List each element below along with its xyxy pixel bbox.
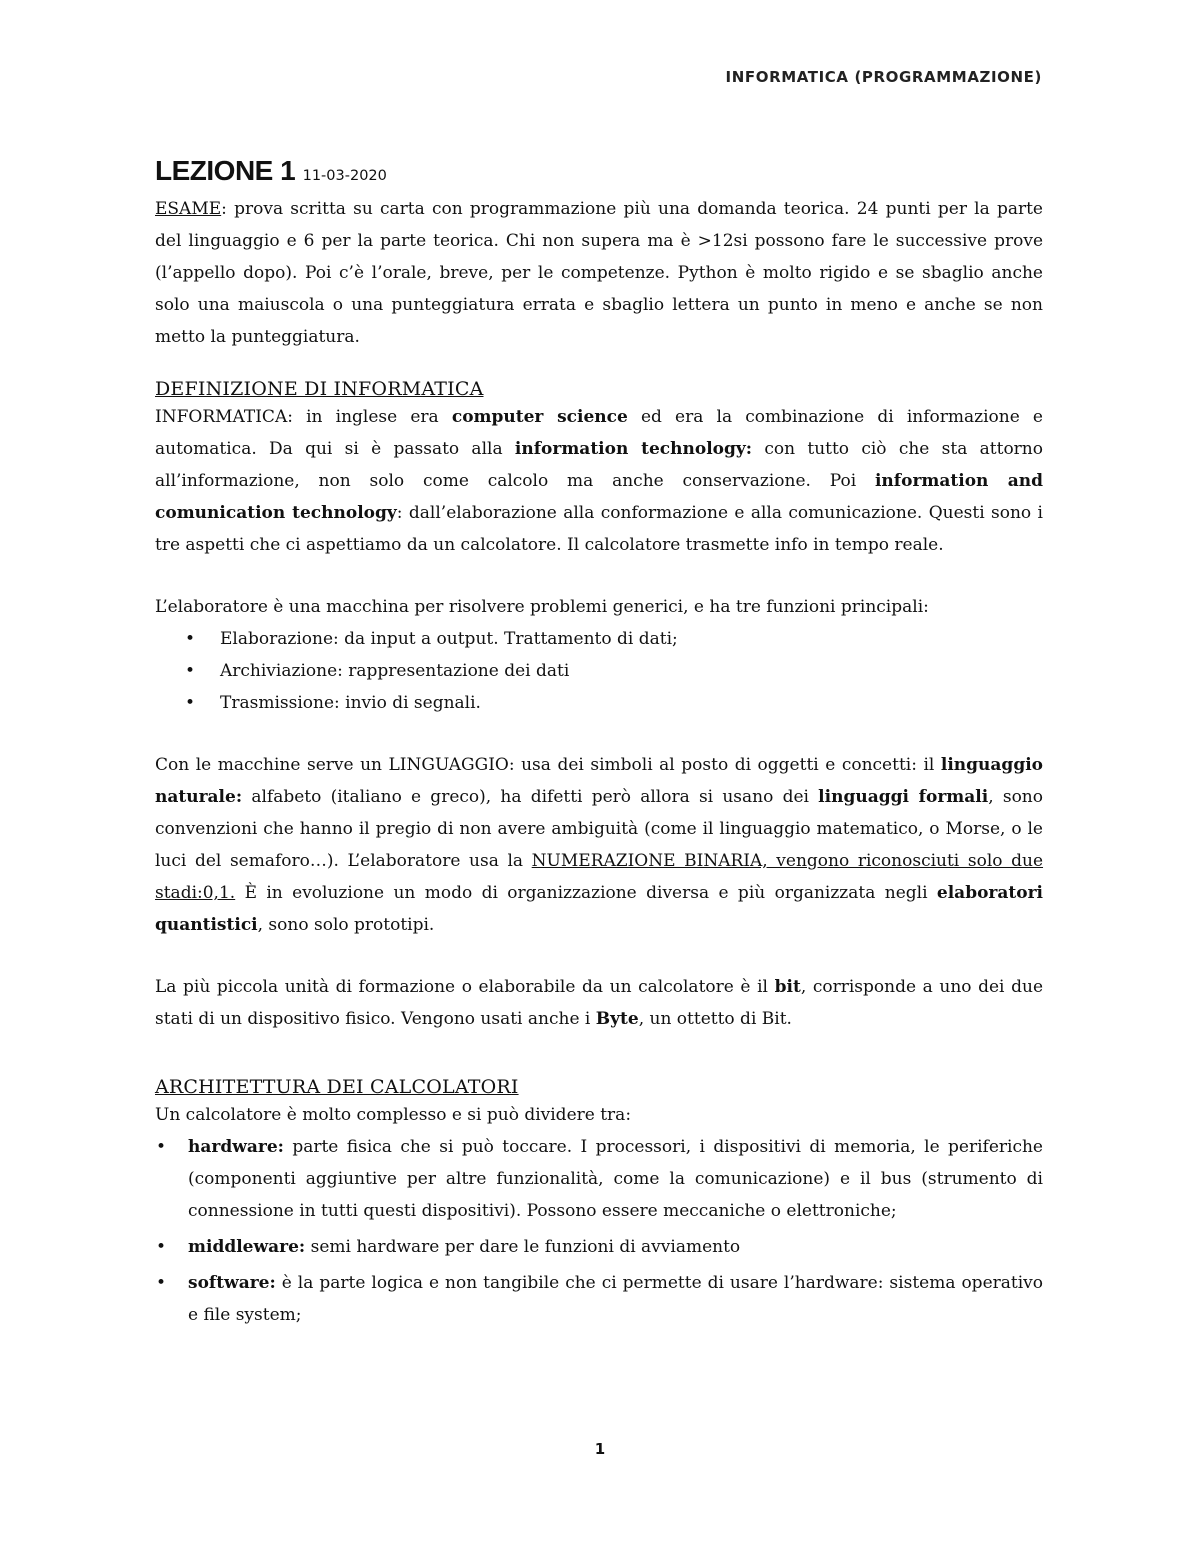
lesson-date: 11-03-2020 (302, 168, 387, 184)
list-item-middleware (155, 1231, 1043, 1263)
text-run: : dall’elaborazione alla conformazione e alla comunicazione. Questi sono i tre aspetti che ci aspettiamo da un calcolatore. Il calcolatore trasmette info in tempo reale. (155, 503, 1043, 555)
bold-term: elaboratori quantistici (155, 883, 1043, 935)
esame-text: : prova scritta su carta con programmazione più una domanda teorica. 24 punti per la parte del linguaggio e 6 per la parte teorica. Chi non supera ma è >12si possono fare le successive prove (l’appello dopo). Poi c’è l’orale, breve, per le competenze. Python è molto rigido e se sbaglio anche solo una maiuscola o una punteggiatura errata e sbaglio lettera un punto in meno e anche se non metto la punteggiatura. (155, 199, 1043, 347)
architettura-intro: Un calcolatore è molto complesso e si può dividere tra: (155, 1105, 632, 1125)
text-run: alfabeto (italiano e greco), ha difetti però allora si usano dei (242, 787, 819, 807)
text-run: INFORMATICA: in inglese era (155, 407, 452, 427)
spacer (155, 1035, 1043, 1075)
spacer (155, 941, 1043, 971)
list-item: • Trasmissione: invio di segnali. (155, 687, 1043, 719)
bit-paragraph (155, 971, 1043, 1035)
bold-term: computer science (451, 407, 628, 427)
bold-term: linguaggio naturale: (155, 755, 1043, 807)
lesson-title: LEZIONE 1 (155, 155, 296, 186)
text-run: semi hardware per dare le funzioni di avviamento (305, 1237, 741, 1257)
bold-term: linguaggi formali (818, 787, 989, 807)
bold-term: software: (188, 1273, 276, 1293)
underlined-term: NUMERAZIONE BINARIA, vengono riconosciuti solo due stadi:0,1. (155, 851, 1044, 903)
bold-term: bit (774, 977, 801, 997)
spacer (155, 561, 1043, 591)
section-heading-definizione: DEFINIZIONE DI INFORMATICA (155, 378, 484, 400)
page-content (155, 154, 1043, 1331)
components-list (155, 1131, 1043, 1331)
text-run: con tutto ciò che sta attorno all’informazione, non solo come calcolo ma anche conservazione. Poi (155, 439, 1043, 491)
text-run: , sono solo prototipi. (257, 915, 435, 935)
bold-term: Byte (595, 1009, 639, 1029)
bold-term: information and comunication technology (155, 471, 1043, 523)
esame-label: ESAME (155, 199, 222, 219)
text-run: ed era la combinazione di informazione e automatica. Da qui si è passato alla (155, 407, 1043, 459)
spacer (155, 719, 1043, 749)
list-item-software (155, 1267, 1043, 1331)
bold-term: information technology: (514, 439, 753, 459)
linguaggio-paragraph (155, 749, 1043, 941)
list-item: • Archiviazione: rappresentazione dei dati (155, 655, 1043, 687)
text-run: È in evoluzione un modo di organizzazione diversa e più organizzata negli (235, 883, 937, 903)
definizione-paragraph (155, 401, 1043, 561)
text-run: , corrisponde a uno dei due stati di un dispositivo fisico. Vengono usati anche i (155, 977, 1044, 1029)
lesson-title-line (155, 154, 1043, 193)
bold-term: middleware: (188, 1237, 306, 1257)
text-run: , un ottetto di Bit. (638, 1009, 792, 1029)
esame-paragraph (155, 193, 1043, 353)
elaboratore-paragraph: L’elaboratore è una macchina per risolvere problemi generici, e ha tre funzioni principali: (155, 597, 929, 617)
section-heading-architettura: ARCHITETTURA DEI CALCOLATORI (155, 1076, 519, 1098)
list-item: • Elaborazione: da input a output. Trattamento di dati; (155, 623, 1043, 655)
list-item-hardware (155, 1131, 1043, 1227)
text-run: Con le macchine serve un LINGUAGGIO: usa dei simboli al posto di oggetti e concetti: il (155, 755, 941, 775)
text-run: è la parte logica e non tangibile che ci permette di usare l’hardware: sistema operativo e file system; (188, 1273, 1043, 1325)
page-number: 1 (594, 1440, 606, 1458)
text-run: , sono convenzioni che hanno il pregio di non avere ambiguità (come il linguaggio matematico, o Morse, o le luci del semaforo…). L’elaboratore usa la (155, 787, 1043, 871)
functions-list (155, 623, 1043, 719)
text-run: parte fisica che si può toccare. I processori, i dispositivi di memoria, le periferiche (componenti aggiuntive per altre funzionalità, come la comunicazione) e il bus (strumento di connessione in tutti questi dispositivi). Possono essere meccaniche o elettroniche; (188, 1137, 1043, 1221)
text-run: La più piccola unità di formazione o elaborabile da un calcolatore è il (155, 977, 775, 997)
bold-term: hardware: (188, 1137, 284, 1157)
running-header: INFORMATICA (PROGRAMMAZIONE) (725, 68, 1042, 86)
